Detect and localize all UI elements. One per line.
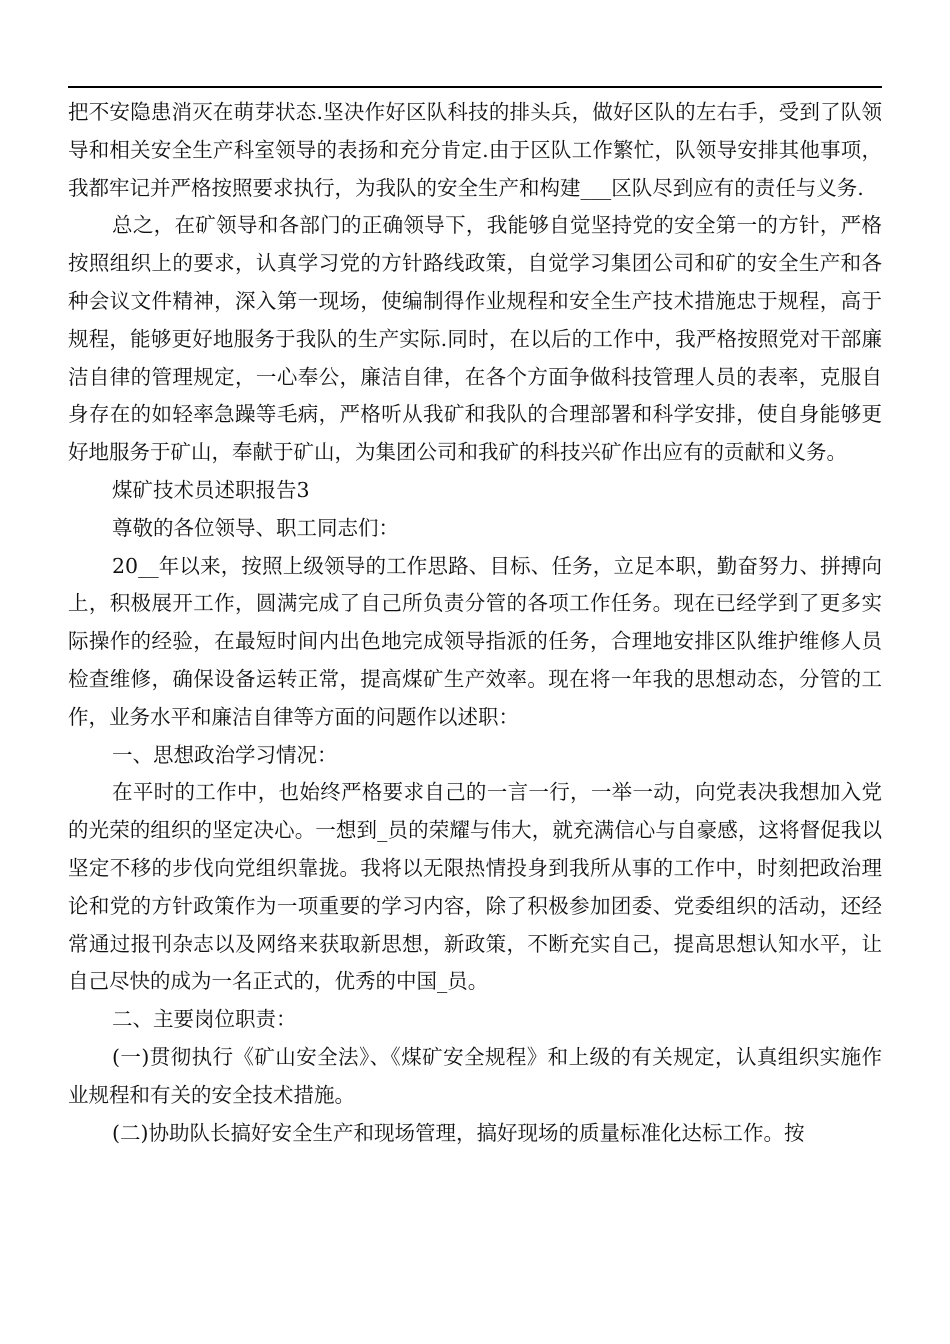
paragraph-1: 把不安隐患消灭在萌芽状态.坚决作好区队科技的排头兵，做好区队的左右手，受到了队领导和相关安全生产科室领导的表扬和充分肯定.由于区队工作繁忙，队领导安排其他事项，我都牢记并严格按照要求执行，为我队的安全生产和构建___区队尽到应有的责任与义务. bbox=[68, 100, 882, 200]
header-rule bbox=[68, 86, 882, 88]
subheading-2: 二、主要岗位职责： bbox=[112, 1007, 297, 1032]
paragraph-2: 总之，在矿领导和各部门的正确领导下，我能够自觉坚持党的安全第一的方针，严格按照组织上的要求，认真学习党的方针路线政策，自觉学习集团公司和矿的安全生产和各种会议文件精神，深入第一现场，使编制得作业规程和安全生产技术措施忠于规程，高于规程，能够更好地服务于我队的生产实际.同时，在以后的工作中，我严格按照党对干部廉洁自律的管理规定，一心奉公，廉洁自律，在各个方面争做科技管理人员的表率，克服自身存在的如轻率急躁等毛病，严格听从我矿和我队的合理部署和科学安排，使自身能够更好地服务于矿山，奉献于矿山，为集团公司和我矿的科技兴矿作出应有的贡献和义务。 bbox=[68, 213, 882, 465]
paragraph-3: 20__年以来，按照上级领导的工作思路、目标、任务，立足本职，勤奋努力、拼搏向上，积极展开工作，圆满完成了自己所负责分管的各项工作任务。现在已经学到了更多实际操作的经验，在最短时间内出色地完成领导指派的任务，合理地安排区队维护维修人员检查维修，确保设备运转正常，提高煤矿生产效率。现在将一年我的思想动态，分管的工作，业务水平和廉洁自律等方面的问题作以述职： bbox=[68, 553, 882, 729]
salutation: 尊敬的各位领导、职工同志们： bbox=[112, 515, 399, 540]
list-item-1: (一)贯彻执行《矿山安全法》、《煤矿安全规程》和上级的有关规定，认真组织实施作业规程和有关的安全技术措施。 bbox=[68, 1044, 882, 1107]
section-heading: 煤矿技术员述职报告3 bbox=[112, 477, 310, 502]
document-body bbox=[68, 94, 882, 1152]
subheading-1: 一、思想政治学习情况： bbox=[112, 742, 338, 767]
paragraph-4: 在平时的工作中，也始终严格要求自己的一言一行，一举一动，向党表决我想加入党的光荣的组织的坚定决心。一想到_员的荣耀与伟大，就充满信心与自豪感，这将督促我以坚定不移的步伐向党组织靠拢。我将以无限热情投身到我所从事的工作中，时刻把政治理论和党的方针政策作为一项重要的学习内容，除了积极参加团委、党委组织的活动，还经常通过报刊杂志以及网络来获取新思想，新政策，不断充实自己，提高思想认知水平，让自己尽快的成为一名正式的，优秀的中国_员。 bbox=[68, 780, 882, 994]
list-item-2: (二)协助队长搞好安全生产和现场管理，搞好现场的质量标准化达标工作。按 bbox=[112, 1120, 805, 1145]
